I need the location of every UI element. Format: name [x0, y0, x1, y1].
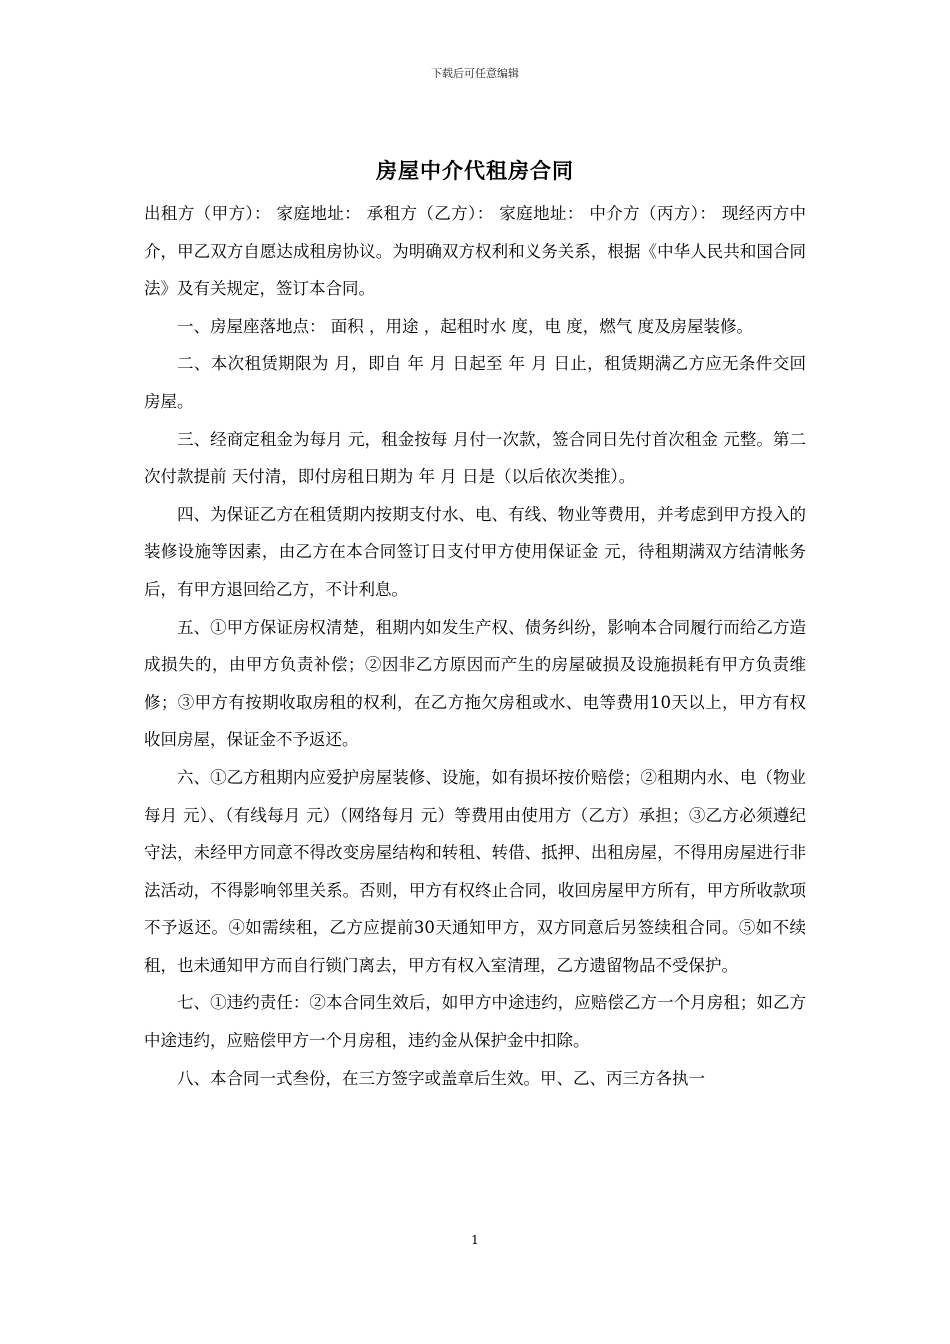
parties-intro-paragraph: 出租方（甲方）： 家庭地址： 承租方（乙方）： 家庭地址： 中介方（丙方）： 现经丙方中介，甲乙双方自愿达成租房协议。为明确双方权利和义务关系，根据《中华人民共和国合同法》及有关规定，签订本合同。 [144, 204, 806, 299]
document-title: 房屋中介代租房合同 [376, 158, 574, 183]
contract-body [144, 195, 806, 1097]
clause-6-tenant-duties: 六、①乙方租期内应爱护房屋装修、设施，如有损坏按价赔偿；②租期内水、电（物业每月 元）、（有线每月 元）（网络每月 元）等费用由使用方（乙方）承担；③乙方必须遵纪守法，未经甲方同意不得改变房屋结构和转租、转借、抵押、出租房屋，不得用房屋进行非法活动，不得影响邻里关系。否则，甲方有权终止合同，收回房屋甲方所有，甲方所收款项不予返还。④如需续租，乙方应提前30天通知甲方，双方同意后另签续租合同。⑤如不续租，也未通知甲方而自行锁门离去，甲方有权入室清理，乙方遗留物品不受保护。 [144, 767, 806, 975]
clause-4-deposit: 四、为保证乙方在租赁期内按期支付水、电、有线、物业等费用，并考虑到甲方投入的装修设施等因素，由乙方在本合同签订日支付甲方使用保证金 元，待租期满双方结清帐务后，有甲方退回给乙方，不计利息。 [144, 504, 806, 599]
clause-2-lease-term: 二、本次租赁期限为 月，即自 年 月 日起至 年 月 日止，租赁期满乙方应无条件交回房屋。 [144, 354, 806, 411]
clause-3-rent: 三、经商定租金为每月 元，租金按每 月付一次款，签合同日先付首次租金 元整。第二次付款提前 天付清，即付房租日期为 年 月 日是（以后依次类推）。 [144, 429, 806, 487]
clause-8-copies: 八、本合同一式叁份，在三方签字或盖章后生效。甲、乙、丙三方各执一 [177, 1068, 705, 1088]
clause-7-breach: 七、①违约责任：②本合同生效后，如甲方中途违约，应赔偿乙方一个月房租；如乙方中途违约，应赔偿甲方一个月房租，违约金从保护金中扣除。 [144, 993, 806, 1051]
clause-1-location: 一、房屋座落地点： 面积 ，用途 ，起租时水 度，电 度，燃气 度及房屋装修。 [177, 316, 753, 336]
download-editable-note: 下载后可任意编辑 [431, 67, 519, 80]
page-number: 1 [471, 1233, 479, 1247]
clause-5-landlord-duties: 五、①甲方保证房权清楚，租期内如发生产权、债务纠纷，影响本合同履行而给乙方造成损失的，由甲方负责补偿；②因非乙方原因而产生的房屋破损及设施损耗有甲方负责维修；③甲方有按期收取房租的权利，在乙方拖欠房租或水、电等费用10天以上，甲方有权收回房屋，保证金不予返还。 [144, 617, 806, 750]
